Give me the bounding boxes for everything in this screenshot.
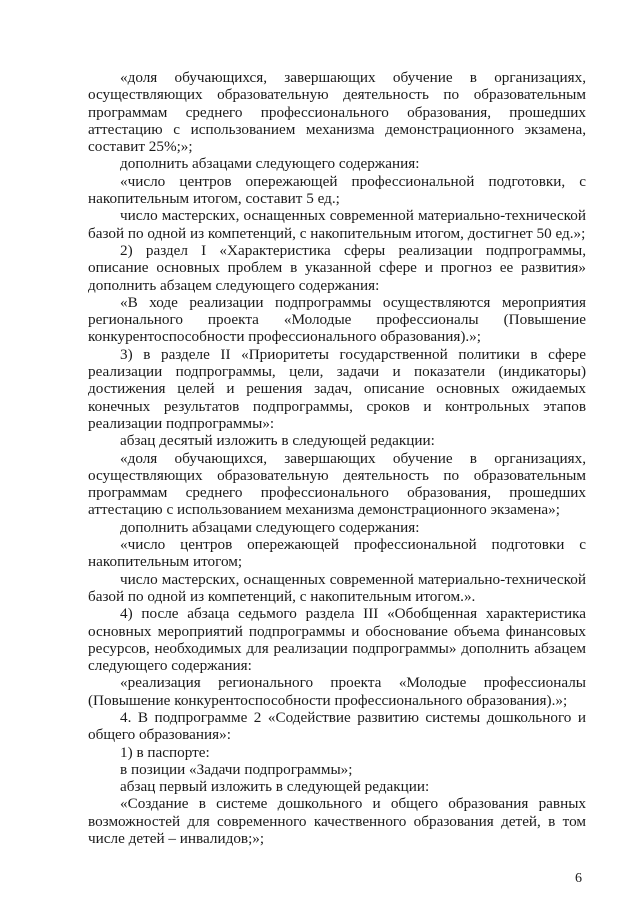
paragraph: число мастерских, оснащенных современной материально-технической базой по одной из компетенций, с накопительным итогом, достигнет 50 ед.»; xyxy=(88,207,586,242)
paragraph: в позиции «Задачи подпрограммы»; xyxy=(120,760,353,778)
paragraph: абзац первый изложить в следующей редакции: xyxy=(120,778,430,796)
page-number: 6 xyxy=(575,871,582,886)
paragraph: «доля обучающихся, завершающих обучение в организациях, осуществляющих образовательную деятельность по образовательным программам среднего профессионального образования, прошедших аттестацию с использованием механизма демонстрационного экзамена»; xyxy=(88,449,586,519)
paragraph: 4. В подпрограмме 2 «Содействие развитию системы дошкольного и общего образования»: xyxy=(88,708,586,744)
paragraph: «В ходе реализации подпрограммы осуществляются мероприятия регионального проекта «Молодые профессионалы (Повышение конкурентоспособности профессионального образования).»; xyxy=(88,293,586,346)
paragraph: «число центров опережающей профессиональной подготовки с накопительным итогом; xyxy=(88,536,586,571)
paragraph: «Создание в системе дошкольного и общего образования равных возможностей для современного качественного образования детей, в том числе детей – инвалидов;»; xyxy=(88,795,586,848)
paragraph: дополнить абзацами следующего содержания: xyxy=(120,155,420,173)
paragraph: «реализация регионального проекта «Молодые профессионалы (Повышение конкурентоспособности профессионального образования).»; xyxy=(88,674,586,709)
paragraph: «число центров опережающей профессиональной подготовки, с накопительным итогом, составит 5 ед.; xyxy=(88,172,586,208)
paragraph: число мастерских, оснащенных современной материально-технической базой по одной из компетенций, с накопительным итогом.». xyxy=(88,570,586,605)
paragraph: 3) в разделе II «Приоритеты государственной политики в сфере реализации подпрограммы, цели, задачи и показатели (индикаторы) достижения целей и решения задач, описание основных ожидаемых конечных результатов подпрограммы, сроков и контрольных этапов реализации подпрограммы»: xyxy=(88,345,586,432)
paragraph: 2) раздел I «Характеристика сферы реализации подпрограммы, описание основных проблем в указанной сфере и прогноз ее развития» дополнить абзацем следующего содержания: xyxy=(88,241,586,294)
paragraph: «доля обучающихся, завершающих обучение в организациях, осуществляющих образовательную деятельность по образовательным программам среднего профессионального образования, прошедших аттестацию с использованием механизма демонстрационного экзамена, составит 25%;»; xyxy=(88,69,586,156)
document-body xyxy=(88,69,586,847)
paragraph: дополнить абзацами следующего содержания: xyxy=(120,518,420,536)
paragraph: 1) в паспорте: xyxy=(120,743,210,761)
paragraph: 4) после абзаца седьмого раздела III «Обобщенная характеристика основных мероприятий подпрограммы и обоснование объема финансовых ресурсов, необходимых для реализации подпрограммы» дополнить абзацем следующего содержания: xyxy=(88,605,586,675)
paragraph: абзац десятый изложить в следующей редакции: xyxy=(120,432,435,450)
